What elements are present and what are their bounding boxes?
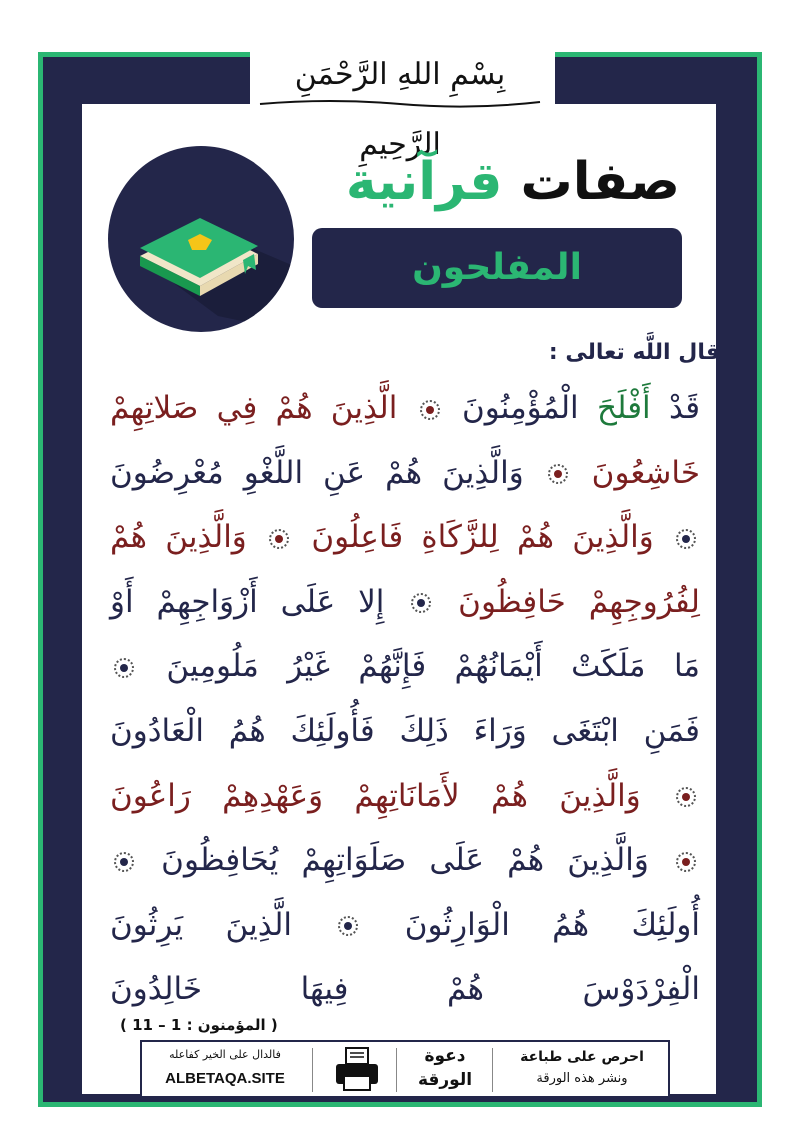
footer-divider	[396, 1048, 397, 1092]
verse-separator-icon	[420, 400, 440, 420]
verse-line	[110, 376, 700, 441]
quran-book-icon	[108, 146, 294, 332]
verse-line	[110, 764, 700, 829]
basmala-calligraphy: بِسْمِ اللهِ الرَّحْمَنِ الرَّحِيمِ	[294, 57, 506, 162]
verse-segment: فَمَنِ ابْتَغَى وَرَاءَ ذَلِكَ فَأُولَئِكَ هُمُ الْعَادُونَ	[110, 712, 700, 749]
verse-line	[110, 699, 700, 764]
verse-segment: الْفِرْدَوْسَ هُمْ فِيهَا خَالِدُونَ	[110, 971, 700, 1008]
verse-segment: وَالَّذِينَ هُمْ	[110, 519, 247, 556]
verse-segment: أَفْلَحَ	[596, 390, 651, 426]
verse-segment: وَالَّذِينَ هُمْ لِلزَّكَاةِ فَاعِلُونَ	[311, 519, 654, 556]
footer-slogan: فالدال على الخير كفاعله	[169, 1048, 281, 1061]
verse-separator-icon	[114, 658, 134, 678]
verse-separator-icon	[676, 787, 696, 807]
verse-line	[110, 570, 700, 635]
verse-segment: خَاشِعُونَ	[591, 454, 700, 491]
verse-segment: وَالَّذِينَ هُمْ عَنِ اللَّغْوِ مُعْرِضُونَ	[110, 454, 524, 491]
basmala-flourish	[250, 96, 550, 110]
verses-block	[110, 376, 700, 1022]
verse-segment: مَا مَلَكَتْ أَيْمَانُهُمْ فَإِنَّهُمْ غَيْرُ مَلُومِينَ	[166, 648, 700, 685]
title-word-2: قرآنية	[345, 152, 503, 212]
verse-reference: ( المؤمنون : 1 – 11 )	[120, 1016, 278, 1034]
verse-line	[110, 441, 700, 506]
footer-site-block	[150, 1044, 300, 1098]
footer-bar	[140, 1040, 670, 1098]
print-note-line-1: احرص على طباعة	[520, 1049, 644, 1065]
print-note-line-2: ونشر هذه الورقة	[536, 1071, 628, 1086]
printer-icon	[332, 1046, 382, 1094]
verse-segment: وَالَّذِينَ هُمْ لأَمَانَاتِهِمْ وَعَهْدِهِمْ رَاعُونَ	[110, 777, 641, 814]
subtitle: المفلحون	[412, 247, 582, 288]
verse-separator-icon	[269, 529, 289, 549]
footer-site[interactable]: ALBETAQA.SITE	[165, 1070, 285, 1087]
footer-print-note	[502, 1046, 662, 1096]
verse-segment: الَّذِينَ يَرِثُونَ	[110, 906, 293, 943]
verse-line	[110, 634, 700, 699]
verse-line	[110, 828, 700, 893]
subtitle-banner	[312, 228, 682, 308]
page-title	[320, 142, 680, 222]
verse-segment: إِلا عَلَى أَزْوَاجِهِمْ أَوْ	[110, 583, 385, 620]
verse-separator-icon	[676, 852, 696, 872]
footer-divider	[312, 1048, 313, 1092]
verse-separator-icon	[548, 464, 568, 484]
verse-line	[110, 505, 700, 570]
verse-separator-icon	[411, 593, 431, 613]
verse-segment: وَالَّذِينَ هُمْ عَلَى صَلَوَاتِهِمْ يُحَافِظُونَ	[161, 842, 649, 879]
footer-divider	[492, 1048, 493, 1092]
verse-line	[110, 893, 700, 958]
verse-separator-icon	[114, 852, 134, 872]
verse-segment: الْمُؤْمِنُونَ	[461, 390, 597, 426]
verse-segment: لِفُرُوجِهِمْ حَافِظُونَ	[458, 583, 700, 620]
logo-line-1: دعوة	[424, 1046, 466, 1066]
title-word-1: صفات	[520, 152, 680, 212]
verse-segment: قَدْ	[650, 390, 701, 426]
verse-separator-icon	[676, 529, 696, 549]
logo-line-2: الورقة	[417, 1070, 473, 1090]
verse-separator-icon	[338, 916, 358, 936]
dawat-alwaraqa-logo	[410, 1044, 480, 1094]
verse-segment: الَّذِينَ هُمْ فِي صَلاتِهِمْ	[110, 390, 398, 426]
intro-line: قال اللَّه تعالى :	[548, 340, 720, 365]
verse-segment: أُولَئِكَ هُمُ الْوَارِثُونَ	[404, 906, 701, 943]
